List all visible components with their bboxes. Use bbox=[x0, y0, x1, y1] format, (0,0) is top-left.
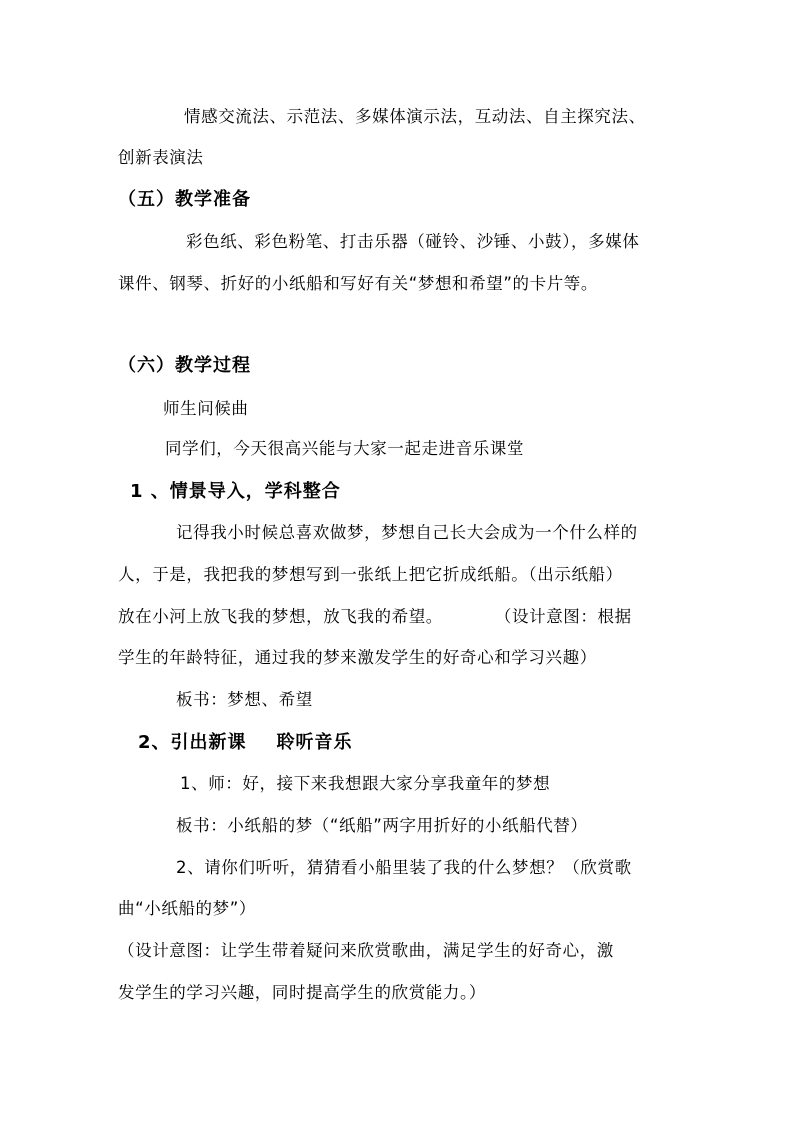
step-1-board: 板书：梦想、希望 bbox=[176, 690, 313, 709]
section-5-heading: （五）教学准备 bbox=[118, 189, 251, 210]
greeting-line: 师生问候曲 bbox=[163, 399, 249, 418]
step-2-heading-b: 聆听音乐 bbox=[276, 732, 353, 753]
step-2-heading bbox=[138, 732, 353, 754]
methods-line-2: 创新表演法 bbox=[118, 148, 204, 167]
step-2-heading-a: 2、引出新课 bbox=[138, 732, 247, 753]
step-2-item-2-line-2: 曲“小纸船的梦”） bbox=[118, 899, 256, 918]
step-2-board: 板书：小纸船的梦（“纸船”两字用折好的小纸船代替） bbox=[176, 816, 588, 835]
design-intent-start: （设计意图：根据 bbox=[494, 607, 632, 626]
step-1-heading: 1 、情景导入，学科整合 bbox=[130, 481, 341, 502]
step-1-line-2: 人，于是，我把我的梦想写到一张纸上把它折成纸船。（出示纸船） bbox=[118, 565, 623, 584]
section-5-line-2: 课件、钢琴、折好的小纸船和写好有关“梦想和希望”的卡片等。 bbox=[118, 274, 598, 293]
step-1-line-3 bbox=[118, 606, 632, 628]
section-6-heading: （六）教学过程 bbox=[118, 355, 251, 376]
step-2-item-2-line-1: 2、请你们听听，猜猜看小船里装了我的什么梦想？（欣赏歌 bbox=[176, 858, 632, 877]
step-1-line-4: 学生的年龄特征，通过我的梦来激发学生的好奇心和学习兴趣） bbox=[118, 648, 597, 667]
step-1-line-1: 记得我小时候总喜欢做梦，梦想自己长大会成为一个什么样的 bbox=[176, 523, 638, 542]
step-2-design-line-1: （设计意图：让学生带着疑问来欣赏歌曲，满足学生的好奇心，激 bbox=[118, 941, 614, 960]
step-2-item-1: 1、师：好，接下来我想跟大家分享我童年的梦想 bbox=[180, 774, 551, 793]
methods-line-1: 情感交流法、示范法、多媒体演示法，互动法、自主探究法、 bbox=[184, 107, 646, 126]
step-1-line-3-text: 放在小河上放飞我的梦想，放飞我的希望。 bbox=[118, 607, 443, 626]
step-2-design-line-2: 发学生的学习兴趣，同时提高学生的欣赏能力。） bbox=[118, 983, 486, 1002]
section-5-line-1: 彩色纸、彩色粉笔、打击乐器（碰铃、沙锤、小鼓），多媒体 bbox=[186, 232, 640, 251]
intro-line: 同学们，今天很高兴能与大家一起走进音乐课堂 bbox=[165, 439, 525, 458]
